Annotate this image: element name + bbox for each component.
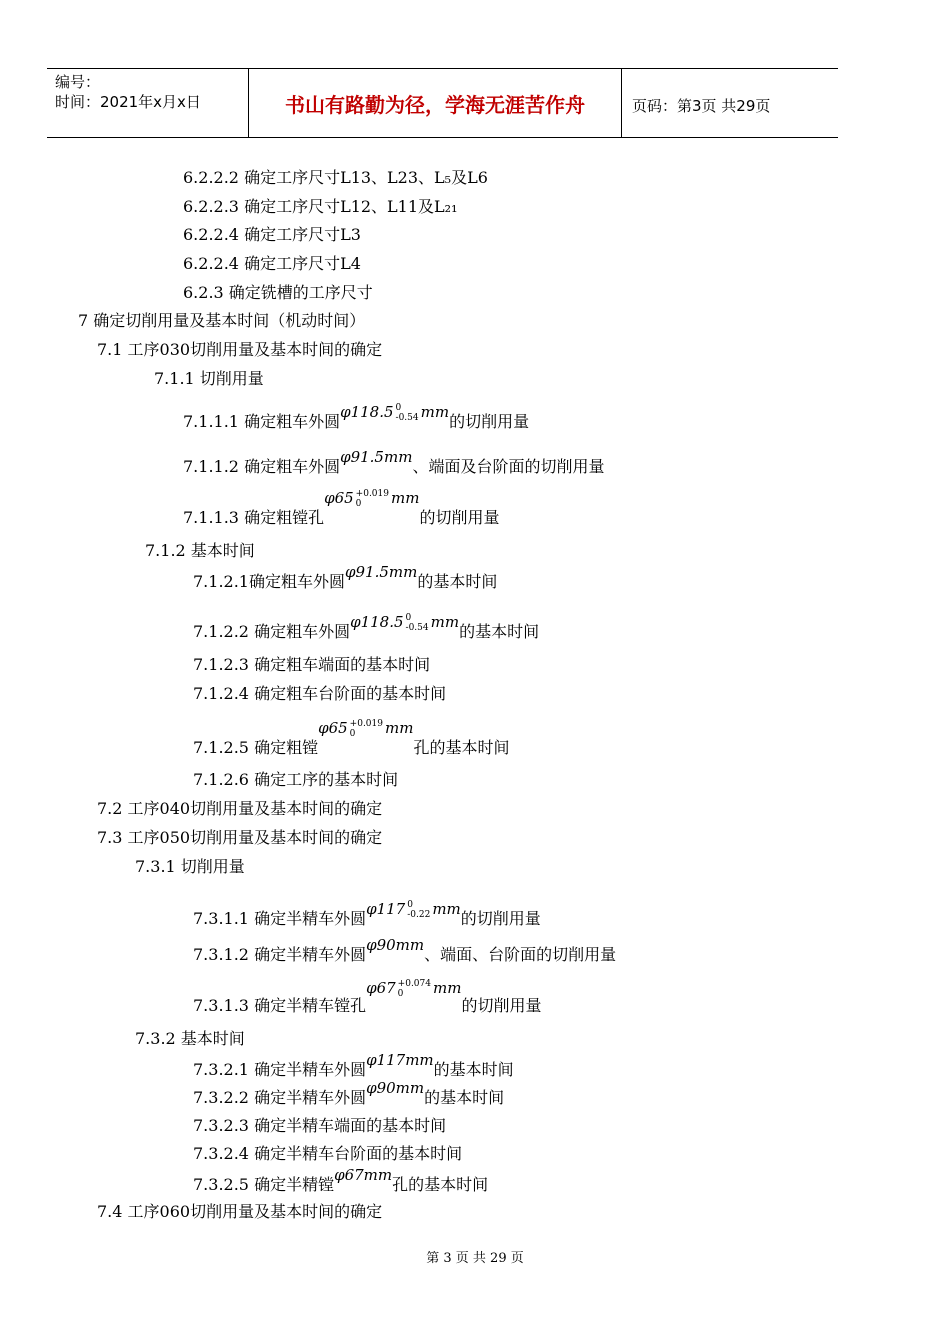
toc-line: 7.3.1 切削用量	[135, 857, 245, 876]
toc-line: 6.2.2.4 确定工序尺寸L4	[183, 254, 361, 273]
page-header	[47, 68, 838, 138]
toc-line-formula: 7.1.2.1确定粗车外圆φ91.5mm的基本时间	[193, 563, 498, 591]
toc-line-formula: 7.3.1.1 确定半精车外圆φ117 0 -0.22 mm的切削用量	[193, 899, 541, 928]
toc-line: 7.2 工序040切削用量及基本时间的确定	[97, 799, 383, 818]
toc-line: 6.2.2.4 确定工序尺寸L3	[183, 225, 361, 244]
header-meta-cell	[47, 69, 249, 137]
toc-line: 7.3.2 基本时间	[135, 1029, 245, 1048]
toc-line: 7.1 工序030切削用量及基本时间的确定	[97, 340, 383, 359]
header-motto: 书山有路勤为径，学海无涯苦作舟	[249, 69, 622, 137]
toc-line-formula: 7.3.2.2 确定半精车外圆φ90mm的基本时间	[193, 1079, 505, 1107]
toc-line: 6.2.2.3 确定工序尺寸L12、L11及L₂₁	[183, 197, 458, 216]
toc-line: 6.2.2.2 确定工序尺寸L13、L23、L₅及L6	[183, 168, 488, 187]
toc-line: 7.1.1 切削用量	[154, 369, 264, 388]
number-label: 编号：	[55, 73, 101, 91]
header-page-label: 页码：第3页 共29页	[632, 97, 771, 115]
toc-line: 7.1.2.3 确定粗车端面的基本时间	[193, 655, 431, 674]
toc-line-formula: 7.1.1.2 确定粗车外圆φ91.5mm、端面及台阶面的切削用量	[183, 448, 605, 476]
toc-line: 7.4 工序060切削用量及基本时间的确定	[97, 1202, 383, 1221]
toc-line: 7.1.2.6 确定工序的基本时间	[193, 770, 399, 789]
toc-line-formula: 7.3.2.5 确定半精镗φ67mm孔的基本时间	[193, 1166, 489, 1194]
toc-line-formula: 7.1.1.3 确定粗镗孔φ65 +0.019 0 mm的切削用量	[183, 488, 500, 527]
toc-line-formula: 7.3.2.1 确定半精车外圆φ117mm的基本时间	[193, 1051, 514, 1079]
toc-line-formula: 7.1.2.2 确定粗车外圆φ118.5 0 -0.54 mm的基本时间	[193, 612, 540, 641]
time-label: 时间：2021年x月x日	[55, 93, 201, 111]
toc-line: 7.1.2 基本时间	[145, 541, 255, 560]
toc-line: 6.2.3 确定铣槽的工序尺寸	[183, 283, 373, 302]
toc-line-formula: 7.1.1.1 确定粗车外圆φ118.5 0 -0.54 mm的切削用量	[183, 402, 530, 431]
toc-line-formula: 7.3.1.3 确定半精车镗孔φ67 +0.074 0 mm的切削用量	[193, 978, 542, 1015]
toc-line-formula: 7.3.1.2 确定半精车外圆φ90mm、端面、台阶面的切削用量	[193, 936, 617, 964]
toc-line-formula: 7.1.2.5 确定粗镗φ65 +0.019 0 mm孔的基本时间	[193, 718, 510, 757]
toc-line: 7.3 工序050切削用量及基本时间的确定	[97, 828, 383, 847]
page-footer: 第 3 页 共 29 页	[426, 1251, 524, 1266]
toc-line: 7.1.2.4 确定粗车台阶面的基本时间	[193, 684, 447, 703]
toc-line: 7 确定切削用量及基本时间（机动时间）	[78, 311, 366, 330]
toc-line: 7.3.2.4 确定半精车台阶面的基本时间	[193, 1144, 463, 1163]
toc-line: 7.3.2.3 确定半精车端面的基本时间	[193, 1116, 447, 1135]
